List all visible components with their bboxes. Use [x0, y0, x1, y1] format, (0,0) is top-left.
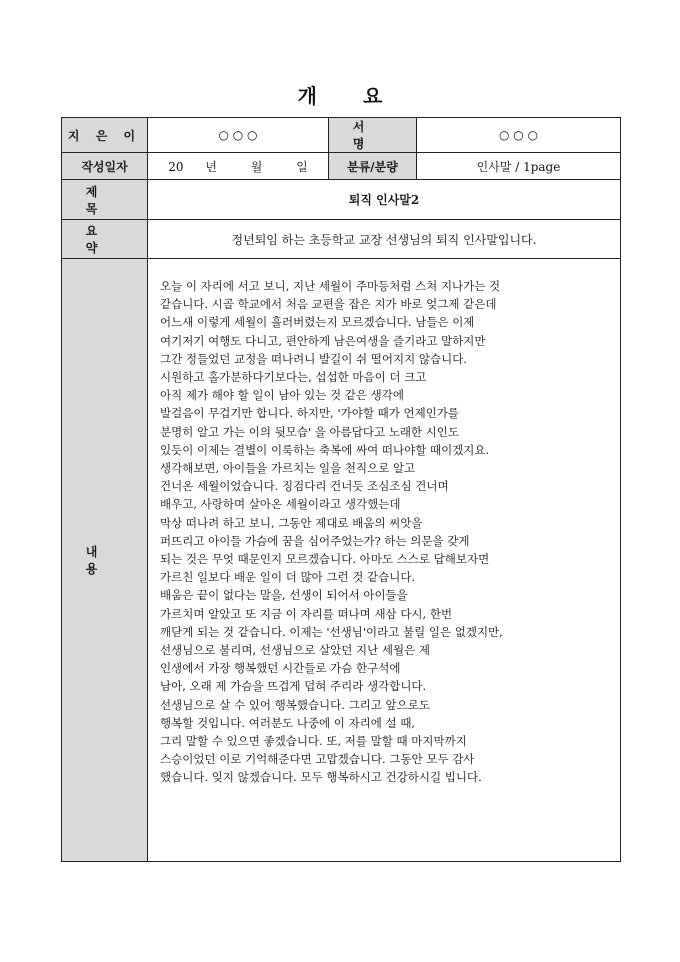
- content-line: 했습니다. 잊지 않겠습니다. 모두 행복하시고 건강하시길 빕니다.: [160, 770, 482, 785]
- subject-label: 제 목: [62, 180, 148, 220]
- date-year: 20: [168, 159, 184, 174]
- content-line: 시원하고 홀가분하다기보다는, 섭섭한 마음이 더 크고: [160, 370, 427, 385]
- content-line: 발걸음이 무겁기만 합니다. 하지만, '가야할 때가 언제인가를: [160, 406, 460, 421]
- content-line: 있듯이 이제는 결별이 이룩하는 축복에 싸여 떠나야할 때이겠지요.: [160, 442, 490, 457]
- form-row-content: [62, 259, 621, 862]
- content-line: 배우고, 사랑하며 살아온 세월이라고 생각했는데: [160, 497, 401, 512]
- content-line: 가르친 일보다 배운 일이 더 많아 그런 것 같습니다.: [160, 570, 416, 585]
- signature-value: ○ ○ ○: [417, 118, 621, 153]
- content-line: 막상 떠나려 하고 보니, 그동안 제대로 배움의 씨앗을: [160, 515, 423, 530]
- content-line: 선생님으로 살 수 있어 행복했습니다. 그리고 앞으로도: [160, 697, 430, 712]
- content-line: 행복할 것입니다. 여러분도 나중에 이 자리에 설 때,: [160, 715, 416, 730]
- date-value: [148, 153, 329, 180]
- form-row-author: [62, 118, 621, 153]
- date-label: 작성일자: [62, 153, 148, 180]
- content-line: 남아, 오래 제 가슴을 뜨겁게 덥혀 주리라 생각합니다.: [160, 679, 427, 694]
- summary-value: 정년퇴임 하는 초등학교 교장 선생님의 퇴직 인사말입니다.: [148, 220, 621, 259]
- category-label: 분류/분량: [329, 153, 417, 180]
- author-label: 지 은 이: [62, 118, 148, 153]
- form-row-summary: [62, 220, 621, 259]
- date-day-unit: 일: [296, 159, 308, 174]
- date-year-unit: 년: [205, 159, 217, 174]
- content-line: 선생님으로 불리며, 선생님으로 살았던 지난 세월은 제: [160, 643, 430, 658]
- content-line: 여기저기 여행도 다니고, 편안하게 남은여생을 즐기라고 말하지만: [160, 333, 486, 348]
- subject-value: 퇴직 인사말2: [148, 180, 621, 220]
- content-line: 건너온 세월이었습니다. 징검다리 건너듯 조심조심 건너며: [160, 479, 449, 494]
- content-line: 아직 제가 해야 할 일이 남아 있는 것 같은 생각에: [160, 388, 404, 403]
- content-line: 그리 말할 수 있으면 좋겠습니다. 또, 저를 말할 때 마지막까지: [160, 734, 467, 749]
- content-line: 되는 것은 무엇 때문인지 모르겠습니다. 아마도 스스로 답해보자면: [160, 552, 490, 567]
- content-line: 가르치며 알았고 또 지금 이 자리를 떠나며 새삼 다시, 한번: [160, 606, 453, 621]
- author-value: ○ ○ ○: [148, 118, 329, 153]
- content-line: 같습니다. 시골 학교에서 처음 교편을 잡은 지가 바로 엊그제 같은데: [160, 297, 497, 312]
- summary-form-table: [61, 117, 621, 862]
- content-line: 생각해보면, 아이들을 가르치는 일을 천직으로 알고: [160, 461, 416, 476]
- category-value: 인사말 / 1page: [417, 153, 621, 180]
- content-line: 분명히 알고 가는 이의 뒷모습' 을 아름답다고 노래한 시인도: [160, 424, 460, 439]
- content-line: 배움은 끝이 없다는 말을, 선생이 되어서 아이들을: [160, 588, 408, 603]
- content-body: [148, 259, 621, 862]
- content-line: 인생에서 가장 행복했던 시간들로 가슴 한구석에: [160, 661, 401, 676]
- page-title-part-2: 요: [363, 84, 383, 108]
- form-row-date: [62, 153, 621, 180]
- content-label: 내 용: [62, 259, 148, 862]
- summary-label: 요 약: [62, 220, 148, 259]
- form-row-subject: [62, 180, 621, 220]
- signature-label: 서 명: [329, 118, 417, 153]
- content-line: 스승이었던 이로 기억해준다면 고맙겠습니다. 그동안 모두 감사: [160, 752, 475, 767]
- page-title-part-1: 개: [297, 84, 317, 108]
- content-line: 오늘 이 자리에 서고 보니, 지난 세월이 주마등처럼 스쳐 지나가는 것: [160, 279, 501, 293]
- date-month-unit: 월: [250, 159, 263, 174]
- content-line: 그간 정들었던 교정을 떠나려니 발길이 쉬 떨어지지 않습니다.: [160, 351, 467, 366]
- content-line: 깨닫게 되는 것 같습니다. 이제는 '선생님'이라고 불릴 일은 없겠지만,: [160, 624, 503, 639]
- content-line: 퍼뜨리고 아이들 가슴에 꿈을 심어주었는가? 하는 의문을 갖게: [160, 533, 470, 548]
- content-line: 어느새 이렇게 세월이 흘러버렸는지 모르겠습니다. 남들은 이제: [160, 315, 475, 330]
- page-title: [0, 80, 680, 109]
- content-text: [148, 259, 620, 787]
